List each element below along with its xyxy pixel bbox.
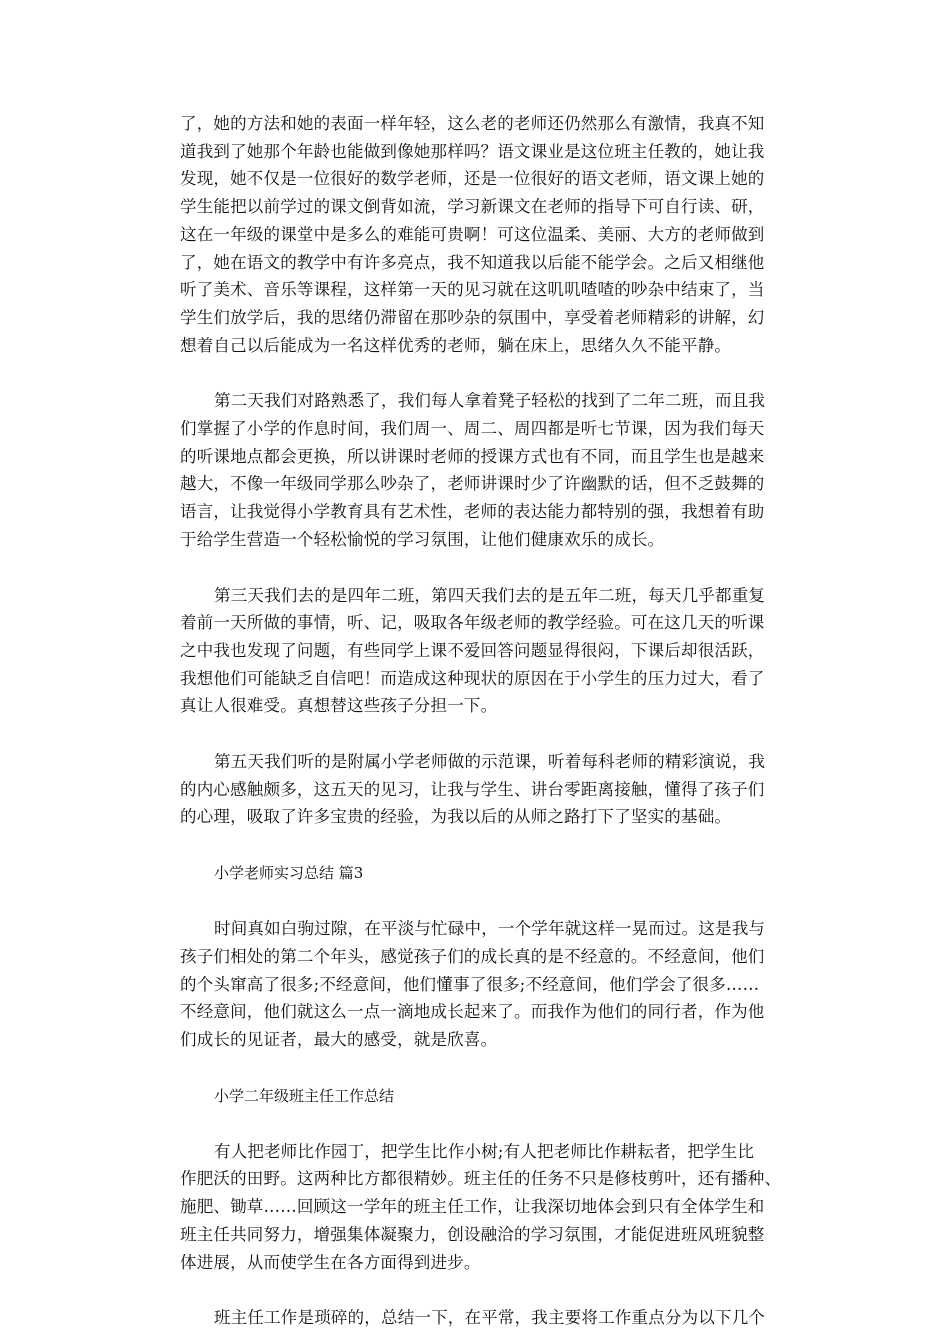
- text-line: 的个头窜高了很多;不经意间，他们懂事了很多;不经意间，他们学会了很多……: [180, 974, 760, 994]
- text-line: 真让人很难受。真想替这些孩子分担一下。: [180, 696, 498, 716]
- section-heading: 小学二年级班主任工作总结: [214, 1086, 395, 1105]
- text-line: 的心理，吸取了许多宝贵的经验，为我以后的从师之路打下了坚实的基础。: [180, 807, 732, 827]
- paragraph-3: [180, 582, 772, 721]
- text-line: 有人把老师比作园丁，把学生比作小树;有人把老师比作耕耘者，把学生比: [214, 1141, 755, 1161]
- text-line: 发现，她不仅是一位很好的数学老师，还是一位很好的语文老师，语文课上她的: [180, 169, 765, 189]
- text-line: 于给学生营造一个轻松愉悦的学习氛围，让他们健康欢乐的成长。: [180, 529, 665, 549]
- paragraph-gap: [180, 887, 772, 915]
- paragraph-gap: [180, 1054, 772, 1082]
- paragraph-gap: [180, 720, 772, 748]
- text-line: 体进展，从而使学生在各方面得到进步。: [180, 1252, 481, 1272]
- text-line: 作肥沃的田野。这两种比方都很精妙。班主任的任务不只是修枝剪叶，还有播种、: [180, 1169, 782, 1189]
- text-line: 这在一年级的课堂中是多么的难能可贵啊！可这位温柔、美丽、大方的老师做到: [180, 224, 765, 244]
- text-line: 着前一天所做的事情，听、记，吸取各年级老师的教学经验。可在这几天的听课: [180, 613, 765, 633]
- paragraph-6: [180, 1138, 782, 1277]
- text-line: 们掌握了小学的作息时间，我们周一、周二、周四都是听七节课，因为我们每天: [180, 419, 765, 439]
- text-line: 了，她的方法和她的表面一样年轻，这么老的老师还仍然那么有激情，我真不知: [180, 114, 765, 133]
- paragraph-gap: [180, 359, 772, 387]
- text-line: 之中我也发现了问题，有些同学上课不爱回答问题显得很闷，下课后却很活跃，: [180, 640, 765, 660]
- paragraph-gap: [180, 1110, 772, 1138]
- paragraph-gap: [180, 1276, 772, 1304]
- text-line: 听了美术、音乐等课程，这样第一天的见习就在这叽叽喳喳的吵杂中结束了，当: [180, 280, 765, 300]
- text-line: 想着自己以后能成为一名这样优秀的老师，躺在床上，思绪久久不能平静。: [180, 335, 732, 355]
- text-line: 的内心感触颇多，这五天的见习，让我与学生、讲台零距离接触，懂得了孩子们: [180, 779, 765, 799]
- section-heading: 小学老师实习总结 篇3: [214, 864, 364, 883]
- paragraph-1: [180, 110, 772, 359]
- text-line: 我想他们可能缺乏自信吧！而造成这种现状的原因在于小学生的压力过大，看了: [180, 668, 765, 688]
- paragraph-7: [180, 1304, 772, 1332]
- text-line: 语言，让我觉得小学教育具有艺术性，老师的表达能力都特别的强，我想着有助: [180, 502, 765, 522]
- document-body: [180, 110, 782, 1332]
- text-line: 第三天我们去的是四年二班，第四天我们去的是五年二班，每天几乎都重复: [214, 585, 766, 605]
- text-line: 的听课地点都会更换，所以讲课时老师的授课方式也有不同，而且学生也是越来: [180, 446, 765, 466]
- paragraph-2: [180, 387, 772, 553]
- text-line: 们成长的见证者，最大的感受，就是欣喜。: [180, 1029, 498, 1049]
- text-line: 道我到了她那个年龄也能做到像她那样吗？语文课业是这位班主任教的，她让我: [180, 141, 765, 161]
- paragraph-5: [180, 915, 772, 1054]
- text-line: 越大，不像一年级同学那么吵杂了，老师讲课时少了许幽默的话，但不乏鼓舞的: [180, 474, 765, 494]
- paragraph-4: [180, 748, 772, 831]
- paragraph-gap: [180, 554, 772, 582]
- text-line: 施肥、锄草……回顾这一学年的班主任工作，让我深切地体会到只有全体学生和: [180, 1197, 765, 1217]
- text-line: 学生能把以前学过的课文倒背如流，学习新课文在老师的指导下可自行读、研，: [180, 197, 765, 217]
- text-line: 了，她在语文的教学中有许多亮点，我不知道我以后能不能学会。之后又相继他: [180, 252, 765, 272]
- text-line: 孩子们相处的第二个年头，感觉孩子们的成长真的是不经意的。不经意间，他们: [180, 946, 765, 966]
- text-line: 学生们放学后，我的思绪仍滞留在那吵杂的氛围中，享受着老师精彩的讲解，幻: [180, 307, 765, 327]
- text-line: 第二天我们对路熟悉了，我们每人拿着凳子轻松的找到了二年二班，而且我: [214, 391, 766, 411]
- text-line: 不经意间，他们就这么一点一滴地成长起来了。而我作为他们的同行者，作为他: [180, 1002, 765, 1022]
- text-line: 班主任共同努力，增强集体凝聚力，创设融洽的学习氛围，才能促进班风班貌整: [180, 1224, 765, 1244]
- text-line: 班主任工作是琐碎的，总结一下，在平常，我主要将工作重点分为以下几个: [214, 1308, 766, 1328]
- paragraph-gap: [180, 831, 772, 859]
- text-line: 第五天我们听的是附属小学老师做的示范课，听着每科老师的精彩演说，我: [214, 752, 766, 772]
- text-line: 时间真如白驹过隙，在平淡与忙碌中，一个学年就这样一晃而过。这是我与: [214, 919, 766, 939]
